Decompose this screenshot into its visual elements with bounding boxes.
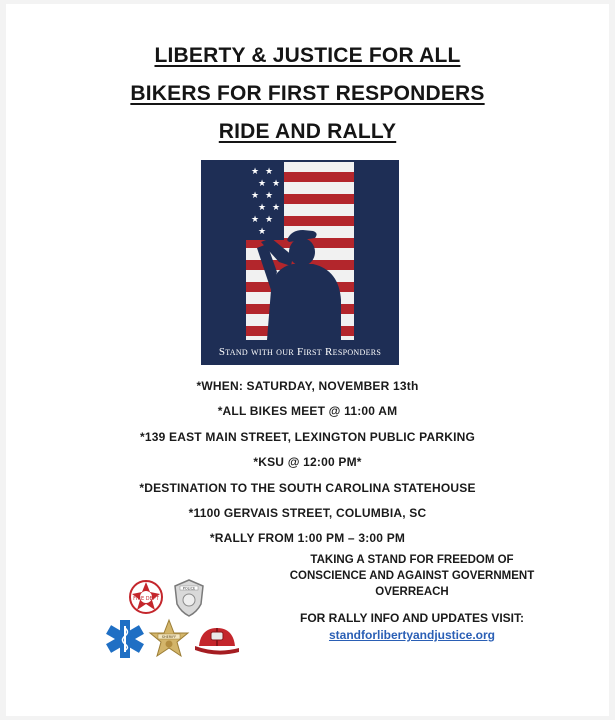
detail-rally-time: *RALLY FROM 1:00 PM – 3:00 PM xyxy=(209,531,406,545)
fire-department-badge-icon xyxy=(128,578,164,616)
svg-text:★: ★ xyxy=(251,191,260,201)
svg-text:★: ★ xyxy=(265,167,274,177)
flag-salute-illustration xyxy=(201,160,399,365)
rally-website-link[interactable]: standforlibertyandjustice.org xyxy=(328,628,496,642)
svg-text:★: ★ xyxy=(272,179,281,189)
poster-caption: Stand with our First Responders xyxy=(218,346,382,358)
stand-line-1: TAKING A STAND FOR FREEDOM OF xyxy=(310,554,514,566)
detail-when: *WHEN: SATURDAY, NOVEMBER 13th xyxy=(196,379,419,393)
svg-text:★: ★ xyxy=(265,191,274,201)
sheriff-badge-text: SHERIFF xyxy=(161,635,177,639)
detail-meet-location: *139 EAST MAIN STREET, LEXINGTON PUBLIC PARKING xyxy=(140,430,475,444)
star-of-life-icon xyxy=(104,618,146,660)
fire-helmet-icon xyxy=(193,624,241,656)
svg-text:★: ★ xyxy=(258,179,267,189)
svg-text:★: ★ xyxy=(265,215,274,225)
svg-text:★: ★ xyxy=(258,203,267,213)
svg-text:★: ★ xyxy=(251,167,260,177)
police-badge-text: POLICE xyxy=(182,586,196,591)
svg-text:★: ★ xyxy=(258,227,267,237)
title-line-3: RIDE AND RALLY xyxy=(218,120,397,143)
stand-line-3: OVERREACH xyxy=(375,586,449,598)
detail-destination: *DESTINATION TO THE SOUTH CAROLINA STATEHOUSE xyxy=(139,481,476,495)
stand-line-2: CONSCIENCE AND AGAINST GOVERNMENT xyxy=(289,570,535,582)
fire-badge-text: FIRE DEPT xyxy=(133,596,159,602)
visit-label: FOR RALLY INFO AND UPDATES VISIT: xyxy=(299,611,524,625)
title-line-1: LIBERTY & JUSTICE FOR ALL xyxy=(154,44,461,67)
detail-meet-time: *ALL BIKES MEET @ 11:00 AM xyxy=(217,404,398,418)
svg-text:★: ★ xyxy=(272,203,281,213)
svg-text:★: ★ xyxy=(251,215,260,225)
sheriff-star-icon xyxy=(148,618,190,660)
detail-ksu-time: *KSU @ 12:00 PM* xyxy=(253,455,362,469)
title-line-2: BIKERS FOR FIRST RESPONDERS xyxy=(130,82,485,105)
detail-address: *1100 GERVAIS STREET, COLUMBIA, SC xyxy=(188,506,427,520)
first-responders-poster xyxy=(201,160,399,365)
police-badge-icon xyxy=(173,578,205,618)
